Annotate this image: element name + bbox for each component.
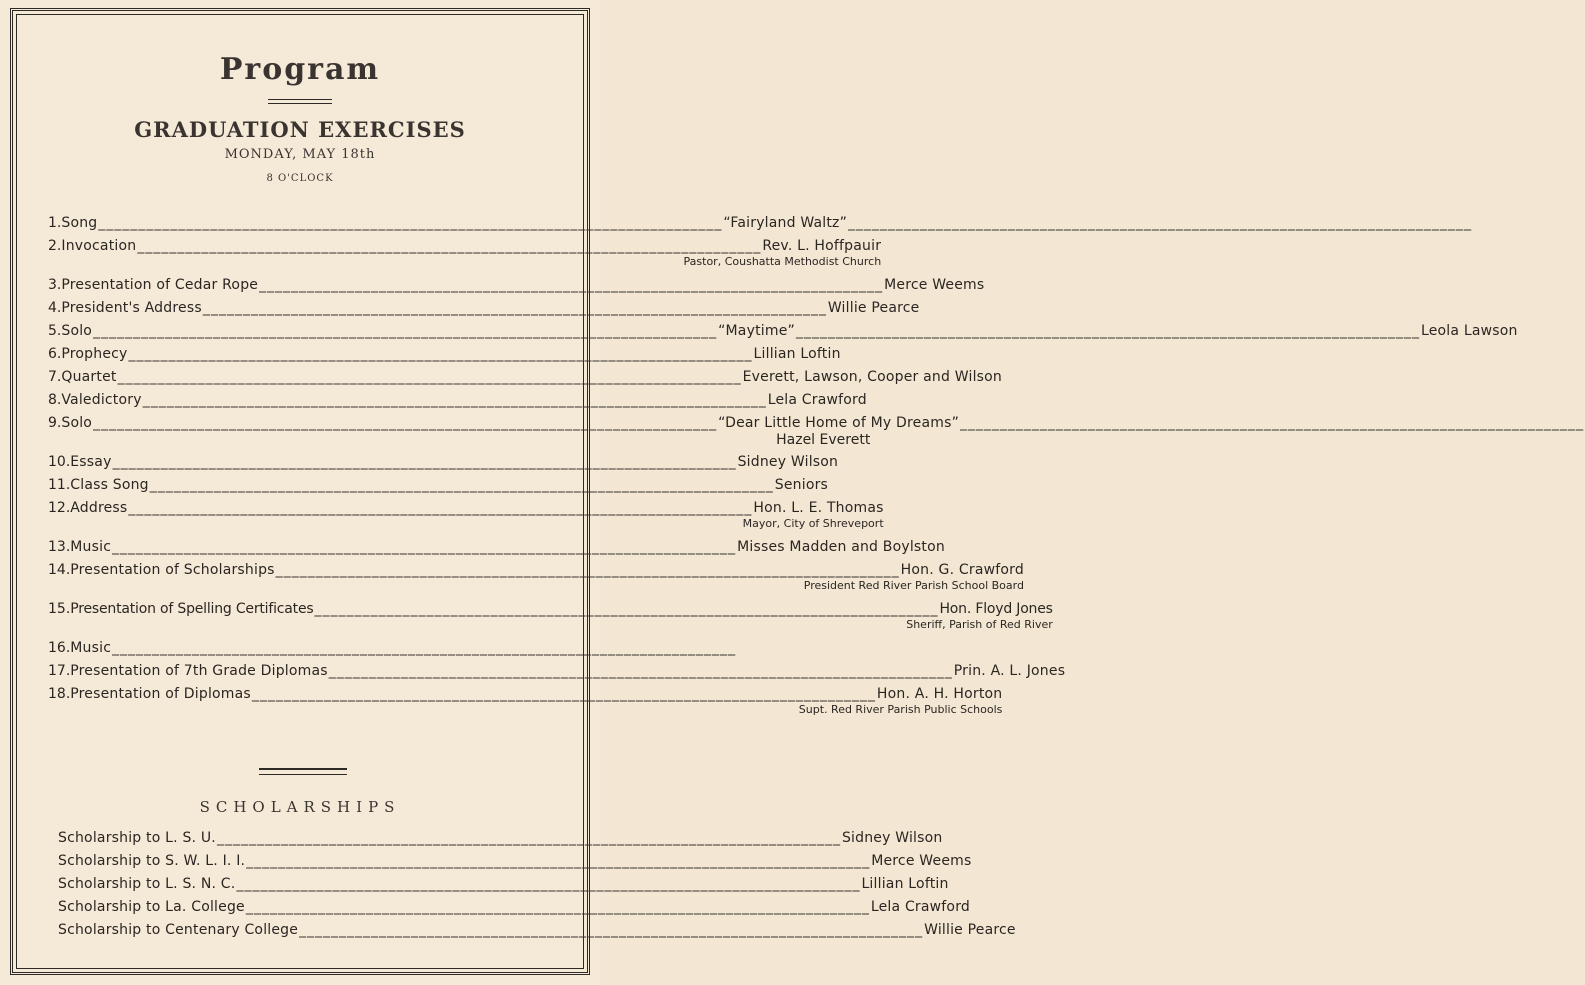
leader-dots	[217, 827, 841, 850]
leader-dots	[93, 412, 717, 435]
leader-dots	[796, 320, 1420, 343]
leader-dots	[93, 320, 717, 343]
item-number: 8.	[48, 392, 62, 408]
program-item	[48, 451, 839, 474]
item-number: 11.	[48, 477, 71, 493]
leader-dots	[137, 235, 761, 258]
item-title: Quartet	[61, 369, 117, 385]
item-title: Prophecy	[61, 346, 128, 362]
item-subtitle: “Dear Little Home of My Dreams”	[718, 415, 960, 431]
performer-title: Mayor, City of Shreveport	[742, 517, 884, 530]
item-number: 9.	[48, 415, 62, 431]
item-number: 7.	[48, 369, 62, 385]
item-number: 10.	[48, 454, 71, 470]
program-item	[48, 366, 1002, 389]
item-performer: Misses Madden and Boylston	[737, 539, 945, 555]
item-number: 6.	[48, 346, 62, 362]
item-title: Presentation of Scholarships	[70, 562, 275, 578]
scholarship-recipient: Merce Weems	[871, 853, 972, 869]
item-number: 14.	[48, 562, 71, 578]
program-item	[48, 274, 985, 297]
item-performer: Willie Pearce	[827, 300, 920, 316]
item-title: Essay	[70, 454, 112, 470]
item-performer: Leola Lawson	[1420, 323, 1518, 339]
item-title: Presentation of Diplomas	[70, 686, 251, 702]
leader-dots	[203, 297, 827, 320]
event-time: 8 O'CLOCK	[266, 173, 334, 184]
leader-dots	[329, 660, 953, 683]
scholarship-row	[58, 919, 1016, 942]
leader-dots	[960, 412, 1584, 435]
section-divider	[259, 768, 347, 775]
leader-dots	[252, 683, 876, 706]
item-number: 15.	[48, 601, 71, 617]
leader-dots	[113, 451, 737, 474]
item-title: Presentation of Cedar Rope	[61, 277, 259, 293]
program-item	[48, 474, 829, 497]
item-performer: Seniors	[774, 477, 829, 493]
program-item	[48, 320, 1518, 343]
item-title: Valedictory	[61, 392, 142, 408]
scholarship-name: Scholarship to La. College	[58, 899, 245, 915]
item-number: 16.	[48, 640, 71, 656]
item-number: 13.	[48, 539, 71, 555]
item-title: Solo	[61, 415, 93, 431]
item-performer: Hon. A. H. Horton	[876, 686, 1003, 702]
scholarship-name: Scholarship to L. S. N. C.	[58, 876, 236, 892]
leader-dots	[150, 474, 774, 497]
program-items	[48, 212, 1518, 722]
scholarship-name: Scholarship to Centenary College	[58, 922, 299, 938]
leader-dots	[98, 212, 722, 235]
item-title: Invocation	[61, 238, 137, 254]
leader-dots	[112, 637, 736, 660]
item-number: 12.	[48, 500, 71, 516]
scholarship-recipient: Lillian Loftin	[861, 876, 949, 892]
item-number: 17.	[48, 663, 71, 679]
item-number: 1.	[48, 215, 62, 231]
leader-dots	[112, 536, 736, 559]
scholarship-row	[58, 850, 972, 873]
leader-dots	[128, 497, 752, 520]
item-title: Presentation of 7th Grade Diplomas	[70, 663, 328, 679]
program-item	[48, 683, 1003, 722]
program-item	[48, 343, 841, 366]
item-subtitle: “Maytime”	[718, 323, 795, 339]
performer-title: Sheriff, Parish of Red River	[906, 618, 1053, 631]
program-item	[48, 212, 848, 235]
exercises-heading: GRADUATION EXERCISES	[134, 117, 466, 142]
leader-dots	[246, 896, 870, 919]
item-title: Music	[70, 640, 112, 656]
item-performer: Rev. L. Hoffpauir	[762, 238, 882, 254]
leader-dots	[246, 850, 870, 873]
scholarship-row	[58, 896, 970, 919]
scholarship-row	[58, 827, 943, 850]
item-performer: Hon. G. Crawford	[900, 562, 1024, 578]
item-performer: Merce Weems	[884, 277, 985, 293]
item-title: Song	[61, 215, 98, 231]
program-item	[48, 389, 867, 412]
performer-title: Pastor, Coushatta Methodist Church	[683, 255, 882, 268]
program-item	[48, 412, 960, 451]
scholarship-name: Scholarship to S. W. L. I. I.	[58, 853, 246, 869]
scholarship-recipient: Willie Pearce	[924, 922, 1016, 938]
program-item	[48, 660, 1066, 683]
leader-dots	[259, 274, 883, 297]
program-item	[48, 497, 884, 536]
leader-dots	[129, 343, 753, 366]
item-performer: Sidney Wilson	[737, 454, 839, 470]
leader-dots	[299, 919, 923, 942]
item-performer: Lela Crawford	[767, 392, 867, 408]
scholarships-heading: SCHOLARSHIPS	[199, 798, 401, 816]
performer-title: Supt. Red River Parish Public Schools	[798, 703, 1003, 716]
item-performer: Prin. A. L. Jones	[953, 663, 1066, 679]
item-performer: Hazel Everett	[776, 432, 871, 448]
item-title: Class Song	[70, 477, 149, 493]
item-performer: Hon. Floyd Jones	[939, 601, 1053, 617]
program-item	[48, 637, 550, 660]
item-number: 2.	[48, 238, 62, 254]
program-item	[48, 598, 1053, 637]
title-divider	[268, 99, 332, 104]
item-number: 5.	[48, 323, 62, 339]
scholarship-recipient: Lela Crawford	[870, 899, 970, 915]
item-performer: Everett, Lawson, Cooper and Wilson	[742, 369, 1002, 385]
program-title: Program	[219, 52, 381, 87]
event-date: MONDAY, MAY 18th	[224, 147, 376, 162]
item-number: 18.	[48, 686, 71, 702]
scholarship-row	[58, 873, 949, 896]
item-performer: Hon. L. E. Thomas	[753, 500, 884, 516]
scholarship-list	[58, 827, 1016, 942]
item-number: 4.	[48, 300, 62, 316]
item-subtitle: “Fairyland Waltz”	[723, 215, 848, 231]
program-item	[48, 297, 920, 320]
item-number: 3.	[48, 277, 62, 293]
item-performer: Lillian Loftin	[753, 346, 841, 362]
program-item	[48, 235, 882, 274]
leader-dots	[118, 366, 742, 389]
item-title: Presentation of Spelling Certificates	[70, 601, 314, 617]
leader-dots	[848, 212, 1472, 235]
item-title: President's Address	[61, 300, 202, 316]
leader-dots	[236, 873, 860, 896]
item-title: Address	[70, 500, 128, 516]
scholarship-recipient: Sidney Wilson	[841, 830, 943, 846]
leader-dots	[314, 598, 938, 621]
item-title: Music	[70, 539, 112, 555]
performer-title: President Red River Parish School Board	[803, 579, 1024, 592]
program-item	[48, 559, 1024, 598]
leader-dots	[143, 389, 767, 412]
program-item	[48, 536, 945, 559]
item-title: Solo	[61, 323, 93, 339]
scholarship-name: Scholarship to L. S. U.	[58, 830, 216, 846]
